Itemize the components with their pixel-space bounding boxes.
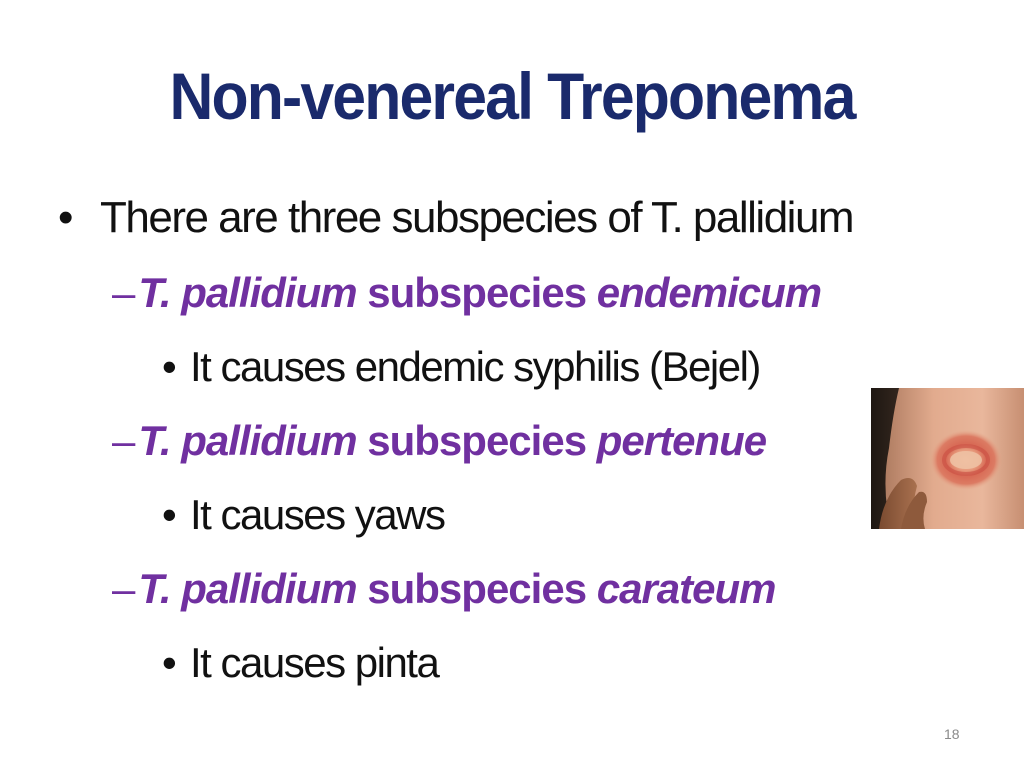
dash-icon: –	[112, 269, 135, 316]
genus-name: T. pallidium	[138, 269, 357, 316]
bullet-icon: •	[162, 343, 176, 390]
subspecies-name: carateum	[596, 565, 776, 612]
genus-name: T. pallidium	[138, 565, 357, 612]
intro-text: There are three subspecies of T. pallidium	[100, 193, 854, 242]
detail-bullet-item	[162, 491, 445, 538]
page-number: 18	[944, 726, 960, 742]
slide-title: Non-venereal Treponema	[169, 59, 855, 133]
detail-text: It causes yaws	[190, 491, 445, 538]
skin-lesion-photo	[871, 388, 1024, 529]
detail-text: It causes endemic syphilis (Bejel)	[190, 343, 760, 390]
subspecies-item	[112, 269, 822, 316]
bullet-icon: •	[58, 193, 72, 242]
subspecies-item	[112, 565, 776, 612]
intro-bullet-item	[58, 193, 854, 242]
bullet-icon: •	[162, 639, 176, 686]
subspecies-name: pertenue	[596, 417, 767, 464]
detail-bullet-item	[162, 343, 760, 390]
subspecies-name: endemicum	[596, 269, 822, 316]
subspecies-word: subspecies	[356, 417, 597, 464]
dash-icon: –	[112, 417, 135, 464]
dash-icon: –	[112, 565, 135, 612]
subspecies-word: subspecies	[356, 565, 597, 612]
subspecies-item	[112, 417, 767, 464]
subspecies-word: subspecies	[356, 269, 597, 316]
detail-text: It causes pinta	[190, 639, 439, 686]
detail-bullet-item	[162, 639, 439, 686]
genus-name: T. pallidium	[138, 417, 357, 464]
bullet-icon: •	[162, 491, 176, 538]
